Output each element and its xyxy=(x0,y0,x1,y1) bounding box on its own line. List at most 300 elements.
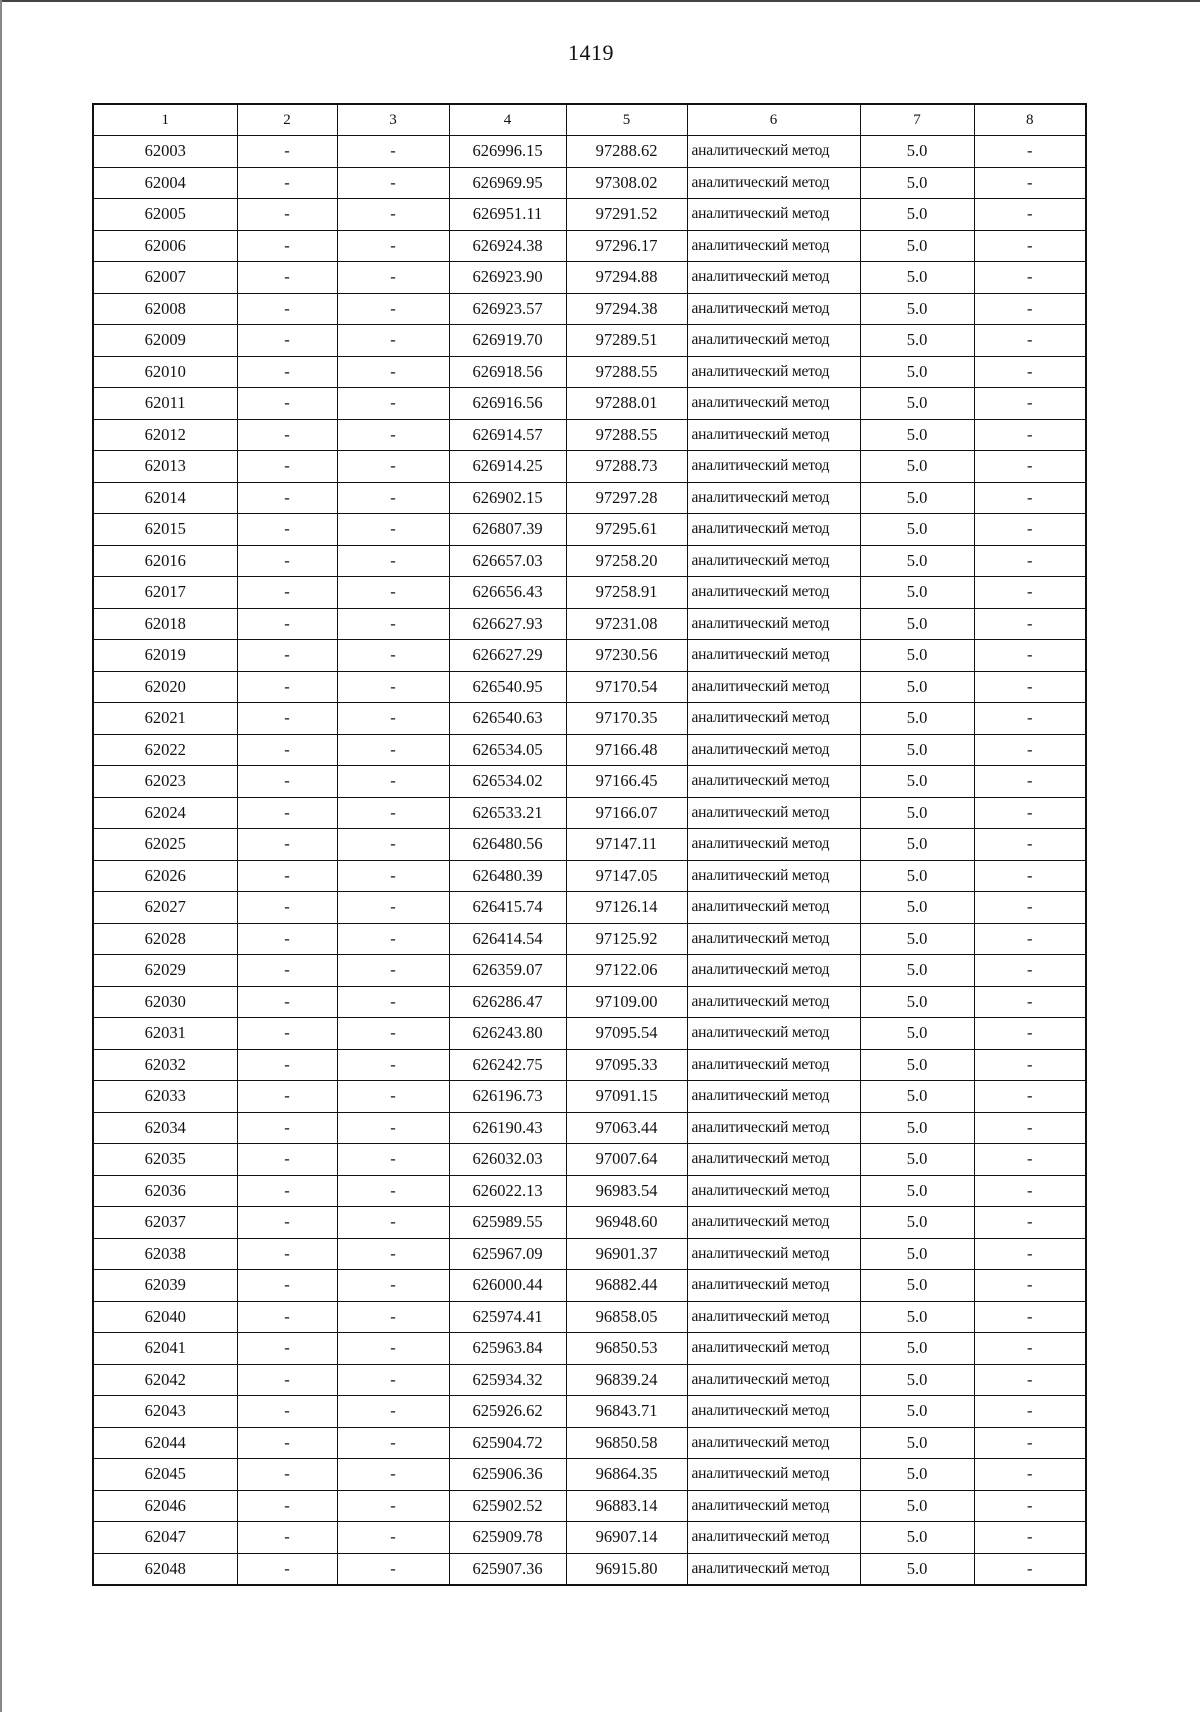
point-number-cell: 62009 xyxy=(93,325,237,357)
accuracy-cell: 5.0 xyxy=(860,1364,974,1396)
method-cell: аналитический метод xyxy=(687,451,860,483)
method-cell: аналитический метод xyxy=(687,356,860,388)
accuracy-cell: 5.0 xyxy=(860,325,974,357)
col2-cell: - xyxy=(237,860,337,892)
col3-cell: - xyxy=(337,1427,449,1459)
method-cell: аналитический метод xyxy=(687,1364,860,1396)
x-coordinate-cell: 626916.56 xyxy=(449,388,566,420)
x-coordinate-cell: 626359.07 xyxy=(449,955,566,987)
x-coordinate-cell: 626534.02 xyxy=(449,766,566,798)
col8-cell: - xyxy=(974,1427,1086,1459)
col2-cell: - xyxy=(237,1364,337,1396)
x-coordinate-cell: 625934.32 xyxy=(449,1364,566,1396)
y-coordinate-cell: 96843.71 xyxy=(566,1396,687,1428)
col2-cell: - xyxy=(237,136,337,168)
table-row xyxy=(93,797,1086,829)
col8-cell: - xyxy=(974,1144,1086,1176)
col2-cell: - xyxy=(237,1459,337,1491)
point-number-cell: 62008 xyxy=(93,293,237,325)
col8-cell: - xyxy=(974,1459,1086,1491)
accuracy-cell: 5.0 xyxy=(860,860,974,892)
method-cell: аналитический метод xyxy=(687,1490,860,1522)
col2-cell: - xyxy=(237,482,337,514)
x-coordinate-cell: 626243.80 xyxy=(449,1018,566,1050)
table-row xyxy=(93,986,1086,1018)
point-number-cell: 62047 xyxy=(93,1522,237,1554)
y-coordinate-cell: 97095.33 xyxy=(566,1049,687,1081)
method-cell: аналитический метод xyxy=(687,1301,860,1333)
x-coordinate-cell: 625974.41 xyxy=(449,1301,566,1333)
x-coordinate-cell: 625963.84 xyxy=(449,1333,566,1365)
method-cell: аналитический метод xyxy=(687,1427,860,1459)
x-coordinate-cell: 626807.39 xyxy=(449,514,566,546)
x-coordinate-cell: 625904.72 xyxy=(449,1427,566,1459)
col3-cell: - xyxy=(337,325,449,357)
accuracy-cell: 5.0 xyxy=(860,514,974,546)
col2-cell: - xyxy=(237,1553,337,1585)
point-number-cell: 62032 xyxy=(93,1049,237,1081)
y-coordinate-cell: 97258.20 xyxy=(566,545,687,577)
table-row xyxy=(93,923,1086,955)
col3-cell: - xyxy=(337,955,449,987)
x-coordinate-cell: 626415.74 xyxy=(449,892,566,924)
col8-cell: - xyxy=(974,640,1086,672)
x-coordinate-cell: 625902.52 xyxy=(449,1490,566,1522)
x-coordinate-cell: 626480.56 xyxy=(449,829,566,861)
x-coordinate-cell: 626918.56 xyxy=(449,356,566,388)
col3-cell: - xyxy=(337,734,449,766)
method-cell: аналитический метод xyxy=(687,1112,860,1144)
column-header: 1 xyxy=(93,104,237,136)
method-cell: аналитический метод xyxy=(687,1175,860,1207)
table-row xyxy=(93,419,1086,451)
point-number-cell: 62010 xyxy=(93,356,237,388)
col2-cell: - xyxy=(237,1112,337,1144)
col8-cell: - xyxy=(974,1301,1086,1333)
method-cell: аналитический метод xyxy=(687,734,860,766)
col2-cell: - xyxy=(237,1018,337,1050)
col3-cell: - xyxy=(337,1270,449,1302)
method-cell: аналитический метод xyxy=(687,923,860,955)
point-number-cell: 62038 xyxy=(93,1238,237,1270)
method-cell: аналитический метод xyxy=(687,230,860,262)
accuracy-cell: 5.0 xyxy=(860,419,974,451)
column-header: 3 xyxy=(337,104,449,136)
x-coordinate-cell: 626657.03 xyxy=(449,545,566,577)
method-cell: аналитический метод xyxy=(687,608,860,640)
y-coordinate-cell: 97170.54 xyxy=(566,671,687,703)
table-row xyxy=(93,325,1086,357)
col2-cell: - xyxy=(237,608,337,640)
col8-cell: - xyxy=(974,1018,1086,1050)
method-cell: аналитический метод xyxy=(687,577,860,609)
point-number-cell: 62045 xyxy=(93,1459,237,1491)
x-coordinate-cell: 626656.43 xyxy=(449,577,566,609)
y-coordinate-cell: 97294.88 xyxy=(566,262,687,294)
point-number-cell: 62028 xyxy=(93,923,237,955)
col8-cell: - xyxy=(974,293,1086,325)
y-coordinate-cell: 96839.24 xyxy=(566,1364,687,1396)
point-number-cell: 62033 xyxy=(93,1081,237,1113)
y-coordinate-cell: 97288.62 xyxy=(566,136,687,168)
method-cell: аналитический метод xyxy=(687,419,860,451)
col8-cell: - xyxy=(974,766,1086,798)
col2-cell: - xyxy=(237,703,337,735)
accuracy-cell: 5.0 xyxy=(860,829,974,861)
col8-cell: - xyxy=(974,1175,1086,1207)
col8-cell: - xyxy=(974,325,1086,357)
point-number-cell: 62031 xyxy=(93,1018,237,1050)
method-cell: аналитический метод xyxy=(687,293,860,325)
col2-cell: - xyxy=(237,451,337,483)
accuracy-cell: 5.0 xyxy=(860,734,974,766)
accuracy-cell: 5.0 xyxy=(860,1238,974,1270)
col2-cell: - xyxy=(237,986,337,1018)
accuracy-cell: 5.0 xyxy=(860,1270,974,1302)
y-coordinate-cell: 97288.01 xyxy=(566,388,687,420)
col3-cell: - xyxy=(337,136,449,168)
y-coordinate-cell: 96883.14 xyxy=(566,1490,687,1522)
col8-cell: - xyxy=(974,482,1086,514)
col2-cell: - xyxy=(237,923,337,955)
col3-cell: - xyxy=(337,1238,449,1270)
table-row xyxy=(93,1144,1086,1176)
x-coordinate-cell: 626540.95 xyxy=(449,671,566,703)
col3-cell: - xyxy=(337,1175,449,1207)
table-row xyxy=(93,1112,1086,1144)
y-coordinate-cell: 96864.35 xyxy=(566,1459,687,1491)
y-coordinate-cell: 96901.37 xyxy=(566,1238,687,1270)
col3-cell: - xyxy=(337,262,449,294)
method-cell: аналитический метод xyxy=(687,167,860,199)
point-number-cell: 62044 xyxy=(93,1427,237,1459)
table-row xyxy=(93,1333,1086,1365)
method-cell: аналитический метод xyxy=(687,640,860,672)
accuracy-cell: 5.0 xyxy=(860,955,974,987)
y-coordinate-cell: 96907.14 xyxy=(566,1522,687,1554)
y-coordinate-cell: 97166.07 xyxy=(566,797,687,829)
y-coordinate-cell: 97231.08 xyxy=(566,608,687,640)
col2-cell: - xyxy=(237,577,337,609)
point-number-cell: 62036 xyxy=(93,1175,237,1207)
col2-cell: - xyxy=(237,734,337,766)
x-coordinate-cell: 625909.78 xyxy=(449,1522,566,1554)
table-row xyxy=(93,640,1086,672)
x-coordinate-cell: 626923.57 xyxy=(449,293,566,325)
table-row xyxy=(93,577,1086,609)
col3-cell: - xyxy=(337,1364,449,1396)
col8-cell: - xyxy=(974,1364,1086,1396)
col8-cell: - xyxy=(974,923,1086,955)
x-coordinate-cell: 625989.55 xyxy=(449,1207,566,1239)
table-row xyxy=(93,860,1086,892)
accuracy-cell: 5.0 xyxy=(860,199,974,231)
col8-cell: - xyxy=(974,230,1086,262)
method-cell: аналитический метод xyxy=(687,986,860,1018)
method-cell: аналитический метод xyxy=(687,1144,860,1176)
x-coordinate-cell: 626540.63 xyxy=(449,703,566,735)
accuracy-cell: 5.0 xyxy=(860,136,974,168)
accuracy-cell: 5.0 xyxy=(860,230,974,262)
y-coordinate-cell: 96850.53 xyxy=(566,1333,687,1365)
point-number-cell: 62030 xyxy=(93,986,237,1018)
col3-cell: - xyxy=(337,1112,449,1144)
col8-cell: - xyxy=(974,703,1086,735)
table-row xyxy=(93,1081,1086,1113)
table-row xyxy=(93,829,1086,861)
col3-cell: - xyxy=(337,293,449,325)
x-coordinate-cell: 626923.90 xyxy=(449,262,566,294)
scan-left-edge xyxy=(0,0,2,1712)
method-cell: аналитический метод xyxy=(687,1270,860,1302)
table-row xyxy=(93,1238,1086,1270)
point-number-cell: 62018 xyxy=(93,608,237,640)
point-number-cell: 62029 xyxy=(93,955,237,987)
y-coordinate-cell: 97122.06 xyxy=(566,955,687,987)
x-coordinate-cell: 626000.44 xyxy=(449,1270,566,1302)
point-number-cell: 62013 xyxy=(93,451,237,483)
point-number-cell: 62016 xyxy=(93,545,237,577)
x-coordinate-cell: 625906.36 xyxy=(449,1459,566,1491)
col2-cell: - xyxy=(237,1490,337,1522)
point-number-cell: 62023 xyxy=(93,766,237,798)
x-coordinate-cell: 625967.09 xyxy=(449,1238,566,1270)
col8-cell: - xyxy=(974,167,1086,199)
point-number-cell: 62011 xyxy=(93,388,237,420)
accuracy-cell: 5.0 xyxy=(860,482,974,514)
col2-cell: - xyxy=(237,356,337,388)
point-number-cell: 62024 xyxy=(93,797,237,829)
table-row xyxy=(93,482,1086,514)
x-coordinate-cell: 626032.03 xyxy=(449,1144,566,1176)
x-coordinate-cell: 626951.11 xyxy=(449,199,566,231)
method-cell: аналитический метод xyxy=(687,1049,860,1081)
accuracy-cell: 5.0 xyxy=(860,1081,974,1113)
accuracy-cell: 5.0 xyxy=(860,388,974,420)
col3-cell: - xyxy=(337,482,449,514)
accuracy-cell: 5.0 xyxy=(860,1049,974,1081)
col2-cell: - xyxy=(237,167,337,199)
col8-cell: - xyxy=(974,451,1086,483)
table-row xyxy=(93,766,1086,798)
accuracy-cell: 5.0 xyxy=(860,671,974,703)
col8-cell: - xyxy=(974,545,1086,577)
y-coordinate-cell: 97007.64 xyxy=(566,1144,687,1176)
y-coordinate-cell: 97166.48 xyxy=(566,734,687,766)
y-coordinate-cell: 97295.61 xyxy=(566,514,687,546)
col3-cell: - xyxy=(337,703,449,735)
y-coordinate-cell: 96948.60 xyxy=(566,1207,687,1239)
col8-cell: - xyxy=(974,514,1086,546)
y-coordinate-cell: 97291.52 xyxy=(566,199,687,231)
col3-cell: - xyxy=(337,1144,449,1176)
accuracy-cell: 5.0 xyxy=(860,1333,974,1365)
col3-cell: - xyxy=(337,356,449,388)
y-coordinate-cell: 97147.05 xyxy=(566,860,687,892)
y-coordinate-cell: 97091.15 xyxy=(566,1081,687,1113)
col2-cell: - xyxy=(237,545,337,577)
y-coordinate-cell: 97125.92 xyxy=(566,923,687,955)
x-coordinate-cell: 625907.36 xyxy=(449,1553,566,1585)
col2-cell: - xyxy=(237,325,337,357)
method-cell: аналитический метод xyxy=(687,325,860,357)
table-row xyxy=(93,671,1086,703)
col2-cell: - xyxy=(237,419,337,451)
col3-cell: - xyxy=(337,923,449,955)
method-cell: аналитический метод xyxy=(687,1238,860,1270)
y-coordinate-cell: 97288.55 xyxy=(566,419,687,451)
col2-cell: - xyxy=(237,1522,337,1554)
col8-cell: - xyxy=(974,797,1086,829)
col3-cell: - xyxy=(337,1081,449,1113)
column-header: 8 xyxy=(974,104,1086,136)
col3-cell: - xyxy=(337,1522,449,1554)
table-row xyxy=(93,1175,1086,1207)
col2-cell: - xyxy=(237,1333,337,1365)
y-coordinate-cell: 97297.28 xyxy=(566,482,687,514)
table-row xyxy=(93,230,1086,262)
point-number-cell: 62025 xyxy=(93,829,237,861)
method-cell: аналитический метод xyxy=(687,514,860,546)
table-row xyxy=(93,1364,1086,1396)
table-row xyxy=(93,167,1086,199)
x-coordinate-cell: 626242.75 xyxy=(449,1049,566,1081)
col2-cell: - xyxy=(237,1427,337,1459)
col3-cell: - xyxy=(337,388,449,420)
col2-cell: - xyxy=(237,1175,337,1207)
scan-top-edge xyxy=(0,0,1200,2)
point-number-cell: 62021 xyxy=(93,703,237,735)
y-coordinate-cell: 97126.14 xyxy=(566,892,687,924)
page-number: 1419 xyxy=(568,40,614,65)
accuracy-cell: 5.0 xyxy=(860,986,974,1018)
col3-cell: - xyxy=(337,1553,449,1585)
y-coordinate-cell: 96882.44 xyxy=(566,1270,687,1302)
col3-cell: - xyxy=(337,1396,449,1428)
y-coordinate-cell: 97289.51 xyxy=(566,325,687,357)
accuracy-cell: 5.0 xyxy=(860,451,974,483)
point-number-cell: 62042 xyxy=(93,1364,237,1396)
col2-cell: - xyxy=(237,293,337,325)
accuracy-cell: 5.0 xyxy=(860,640,974,672)
col8-cell: - xyxy=(974,1490,1086,1522)
y-coordinate-cell: 96850.58 xyxy=(566,1427,687,1459)
x-coordinate-cell: 626480.39 xyxy=(449,860,566,892)
col3-cell: - xyxy=(337,640,449,672)
col8-cell: - xyxy=(974,136,1086,168)
y-coordinate-cell: 97230.56 xyxy=(566,640,687,672)
col3-cell: - xyxy=(337,797,449,829)
point-number-cell: 62035 xyxy=(93,1144,237,1176)
x-coordinate-cell: 626196.73 xyxy=(449,1081,566,1113)
col2-cell: - xyxy=(237,1207,337,1239)
accuracy-cell: 5.0 xyxy=(860,545,974,577)
y-coordinate-cell: 97258.91 xyxy=(566,577,687,609)
accuracy-cell: 5.0 xyxy=(860,703,974,735)
accuracy-cell: 5.0 xyxy=(860,1301,974,1333)
col2-cell: - xyxy=(237,1049,337,1081)
col3-cell: - xyxy=(337,451,449,483)
point-number-cell: 62015 xyxy=(93,514,237,546)
accuracy-cell: 5.0 xyxy=(860,1207,974,1239)
col3-cell: - xyxy=(337,1490,449,1522)
col8-cell: - xyxy=(974,829,1086,861)
table-row xyxy=(93,1049,1086,1081)
y-coordinate-cell: 96858.05 xyxy=(566,1301,687,1333)
table-row xyxy=(93,1396,1086,1428)
point-number-cell: 62005 xyxy=(93,199,237,231)
col2-cell: - xyxy=(237,1238,337,1270)
col3-cell: - xyxy=(337,514,449,546)
table-row xyxy=(93,262,1086,294)
col2-cell: - xyxy=(237,797,337,829)
x-coordinate-cell: 626914.25 xyxy=(449,451,566,483)
accuracy-cell: 5.0 xyxy=(860,293,974,325)
accuracy-cell: 5.0 xyxy=(860,1522,974,1554)
col2-cell: - xyxy=(237,1270,337,1302)
x-coordinate-cell: 626414.54 xyxy=(449,923,566,955)
point-number-cell: 62037 xyxy=(93,1207,237,1239)
y-coordinate-cell: 97166.45 xyxy=(566,766,687,798)
method-cell: аналитический метод xyxy=(687,199,860,231)
method-cell: аналитический метод xyxy=(687,671,860,703)
column-header: 7 xyxy=(860,104,974,136)
table-row xyxy=(93,514,1086,546)
method-cell: аналитический метод xyxy=(687,1522,860,1554)
col8-cell: - xyxy=(974,671,1086,703)
table-row xyxy=(93,703,1086,735)
col8-cell: - xyxy=(974,860,1086,892)
accuracy-cell: 5.0 xyxy=(860,766,974,798)
table-row xyxy=(93,293,1086,325)
y-coordinate-cell: 97288.55 xyxy=(566,356,687,388)
table-row xyxy=(93,356,1086,388)
col2-cell: - xyxy=(237,1396,337,1428)
x-coordinate-cell: 626627.29 xyxy=(449,640,566,672)
point-number-cell: 62022 xyxy=(93,734,237,766)
table-header-row xyxy=(93,104,1086,136)
col8-cell: - xyxy=(974,608,1086,640)
col8-cell: - xyxy=(974,199,1086,231)
accuracy-cell: 5.0 xyxy=(860,356,974,388)
point-number-cell: 62043 xyxy=(93,1396,237,1428)
method-cell: аналитический метод xyxy=(687,1018,860,1050)
col2-cell: - xyxy=(237,766,337,798)
col3-cell: - xyxy=(337,1018,449,1050)
x-coordinate-cell: 626286.47 xyxy=(449,986,566,1018)
x-coordinate-cell: 626022.13 xyxy=(449,1175,566,1207)
method-cell: аналитический метод xyxy=(687,955,860,987)
col3-cell: - xyxy=(337,199,449,231)
col8-cell: - xyxy=(974,1522,1086,1554)
coordinates-table xyxy=(92,103,1087,1586)
col2-cell: - xyxy=(237,262,337,294)
accuracy-cell: 5.0 xyxy=(860,1144,974,1176)
method-cell: аналитический метод xyxy=(687,262,860,294)
col2-cell: - xyxy=(237,892,337,924)
col8-cell: - xyxy=(974,1238,1086,1270)
point-number-cell: 62007 xyxy=(93,262,237,294)
col8-cell: - xyxy=(974,892,1086,924)
col2-cell: - xyxy=(237,640,337,672)
col3-cell: - xyxy=(337,860,449,892)
accuracy-cell: 5.0 xyxy=(860,608,974,640)
table-row xyxy=(93,1459,1086,1491)
col3-cell: - xyxy=(337,1207,449,1239)
point-number-cell: 62017 xyxy=(93,577,237,609)
table-row xyxy=(93,1018,1086,1050)
col3-cell: - xyxy=(337,1049,449,1081)
